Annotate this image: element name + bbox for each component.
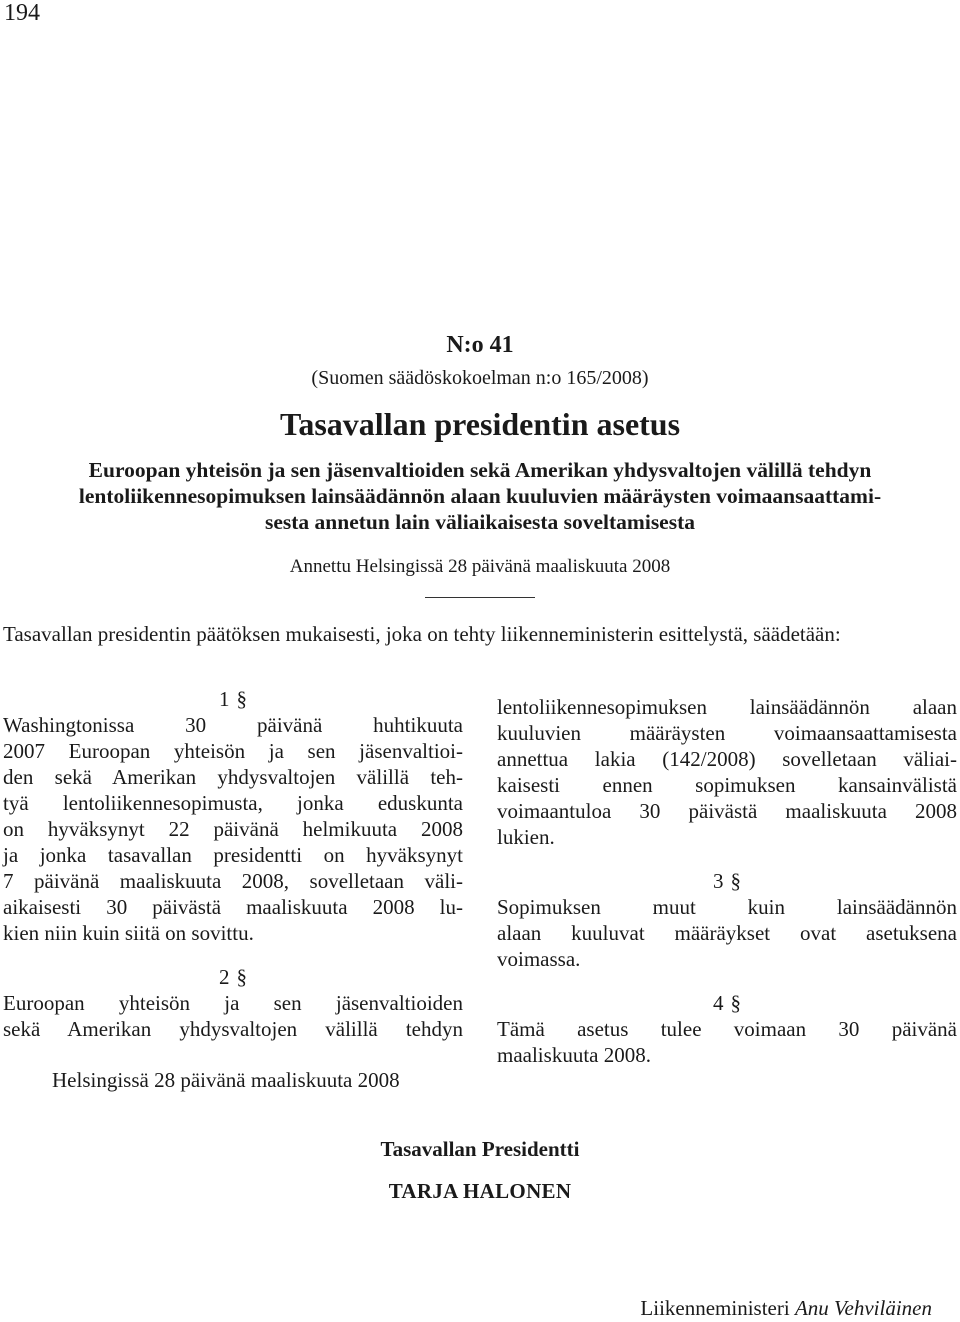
statute-number: N:o 41 (446, 332, 514, 358)
right-column (497, 694, 957, 1068)
text-line: kuuluvien määräysten voimaansaattamisesta (497, 721, 957, 745)
signer-name: TARJA HALONEN (388, 1179, 572, 1203)
section-symbol: § (730, 869, 741, 893)
text-line: kaisesti ennen sopimuksen kansainvälistä (497, 773, 957, 797)
section-1-text (3, 712, 463, 946)
text-line: on hyväksynyt 22 päivänä helmikuuta 2008 (3, 817, 463, 841)
text-line: 2007 Euroopan yhteisön ja sen jäsenvaltioi- (3, 739, 463, 763)
section-number: 2 (219, 965, 230, 989)
section-1-heading (3, 686, 463, 712)
section-2-text-right (497, 694, 957, 850)
text-line: lentoliikennesopimuksen lainsäädännön alaan (497, 695, 957, 719)
subtitle-line: sesta annetun lain väliaikaisesta soveltamisesta (264, 510, 696, 534)
text-line: annettua lakia (142/2008) sovelletaan väliai- (497, 747, 957, 771)
text-line: Washingtonissa 30 päivänä huhtikuuta (3, 713, 463, 737)
section-2-text-left (3, 990, 463, 1042)
text-line: tyä lentoliikennesopimusta, jonka eduskunta (3, 791, 463, 815)
minister-title: Liikenneministeri (640, 1296, 795, 1320)
text-line: voimaantuloa 30 päivästä maaliskuuta 2008 (497, 799, 957, 823)
section-symbol: § (236, 965, 247, 989)
subtitle-line: Euroopan yhteisön ja sen jäsenvaltioiden sekä Amerikan yhdysvaltojen välillä tehdyn (88, 458, 872, 482)
text-line: 7 päivänä maaliskuuta 2008, sovelletaan väli- (3, 869, 463, 893)
text-line: den sekä Amerikan yhdysvaltojen välillä teh- (3, 765, 463, 789)
signature-place-date: Helsingissä 28 päivänä maaliskuuta 2008 (52, 1068, 400, 1092)
signer-title: Tasavallan Presidentti (380, 1137, 580, 1161)
section-4-heading (497, 990, 957, 1016)
text-line: lukien. (497, 825, 555, 849)
text-line: Sopimuksen muut kuin lainsäädännön (497, 895, 957, 919)
countersignature (640, 1296, 932, 1321)
text-line: Tämä asetus tulee voimaan 30 päivänä (497, 1017, 957, 1041)
section-3-heading (497, 868, 957, 894)
subtitle-line: lentoliikennesopimuksen lainsäädännön alaan kuuluvien määräysten voimaansaattami- (78, 484, 882, 508)
section-symbol: § (730, 991, 741, 1015)
text-line: maaliskuuta 2008. (497, 1043, 651, 1067)
text-line: alaan kuuluvat määräykset ovat asetuksena (497, 921, 957, 945)
section-number: 1 (219, 687, 230, 711)
page-number: 194 (4, 0, 40, 26)
text-line: Euroopan yhteisön ja sen jäsenvaltioiden (3, 991, 463, 1015)
divider-rule (425, 597, 535, 598)
text-line: aikaisesti 30 päivästä maaliskuuta 2008 lu- (3, 895, 463, 919)
document-title: Tasavallan presidentin asetus (279, 406, 681, 442)
section-symbol: § (236, 687, 247, 711)
section-number: 3 (713, 869, 724, 893)
text-line: voimassa. (497, 947, 581, 971)
document-subtitle (0, 457, 960, 535)
section-4-text (497, 1016, 957, 1068)
statute-reference: (Suomen säädöskokoelman n:o 165/2008) (311, 367, 649, 389)
text-line: kien niin kuin siitä on sovittu. (3, 921, 254, 945)
section-2-heading (3, 964, 463, 990)
given-date: Annettu Helsingissä 28 päivänä maaliskuuta 2008 (289, 556, 671, 577)
minister-name: Anu Vehviläinen (794, 1296, 932, 1320)
section-number: 4 (713, 991, 724, 1015)
section-3-text (497, 894, 957, 972)
left-column (3, 686, 463, 1042)
intro-paragraph: Tasavallan presidentin päätöksen mukaisesti, joka on tehty liikenneministerin esittelystä, säädetään: (3, 622, 841, 646)
text-line: ja jonka tasavallan presidentti on hyväksynyt (3, 843, 463, 867)
text-line: sekä Amerikan yhdysvaltojen välillä tehdyn (3, 1017, 463, 1041)
